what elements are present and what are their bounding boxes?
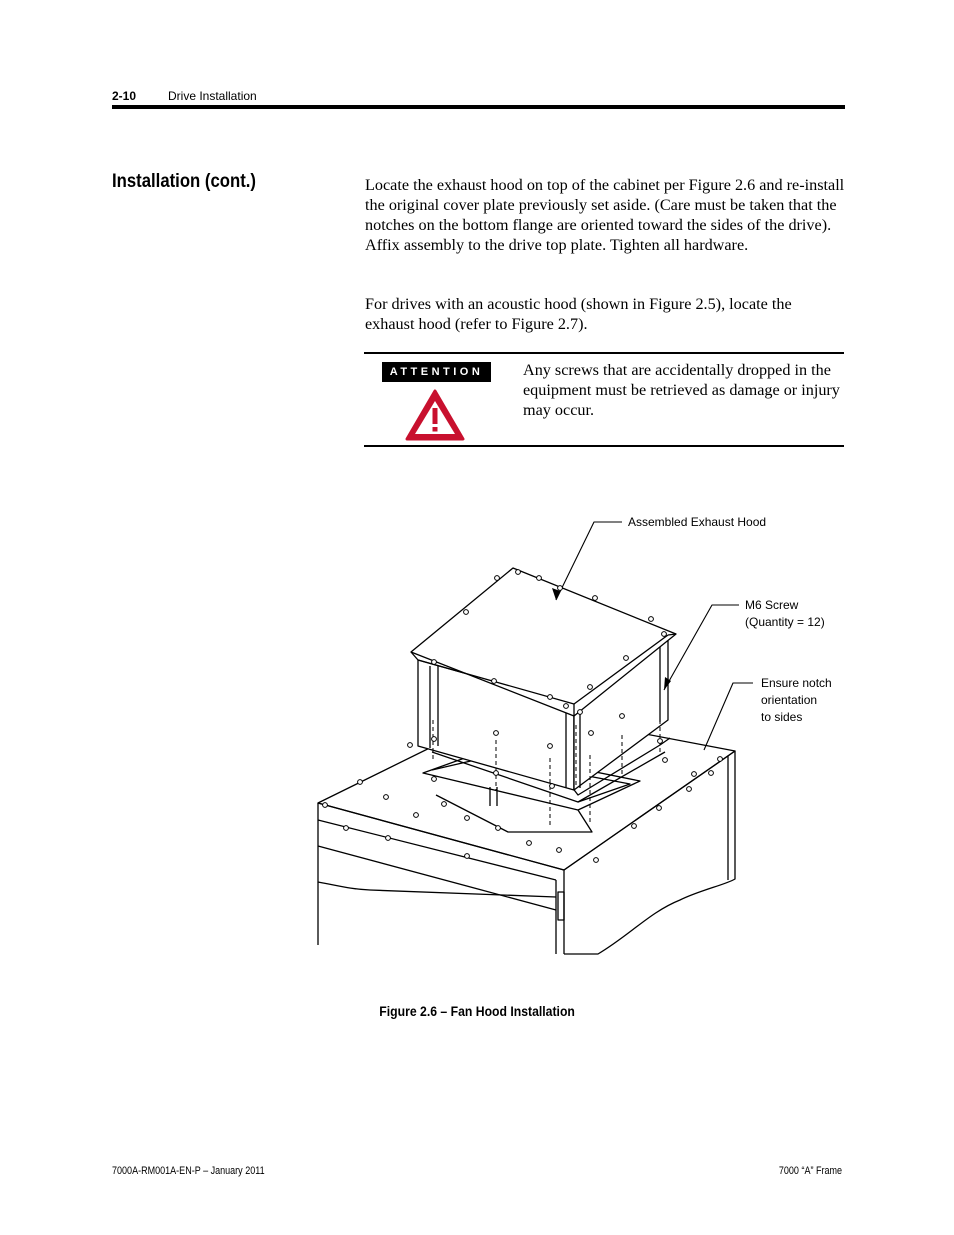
warning-triangle-icon bbox=[404, 388, 466, 442]
callout-assembled-exhaust-hood: Assembled Exhaust Hood bbox=[628, 515, 767, 529]
section-title: Drive Installation bbox=[168, 89, 257, 103]
body-paragraph-2: For drives with an acoustic hood (shown in Figure 2.5), locate the exhaust hood (refer to Figure 2.7). bbox=[365, 295, 792, 333]
figure-caption: Figure 2.6 – Fan Hood Installation bbox=[379, 1003, 575, 1019]
side-heading: Installation (cont.) bbox=[112, 171, 256, 192]
attention-top-rule bbox=[364, 352, 844, 354]
fan-hood-installation-diagram bbox=[300, 500, 860, 970]
footer-product-name: 7000 “A” Frame bbox=[778, 1165, 842, 1177]
body-paragraph-1: Locate the exhaust hood on top of the cabinet per Figure 2.6 and re-install the original cover plate previously set aside. (Care must be taken that the notches on the bottom flange are oriented toward the sides of the drive). Affix assembly to the drive top plate. Tighten all hardware. bbox=[365, 176, 845, 254]
callout-m6-screw: M6 Screw (Quantity = 12) bbox=[745, 598, 825, 629]
attention-badge: ATTENTION bbox=[382, 362, 491, 382]
page-number: 2-10 bbox=[112, 89, 137, 103]
callout-notch-orientation: Ensure notch orientation to sides bbox=[761, 676, 832, 724]
attention-bottom-rule bbox=[364, 445, 844, 447]
header-rule bbox=[112, 105, 845, 109]
footer-document-id: 7000A-RM001A-EN-P – January 2011 bbox=[112, 1165, 265, 1177]
attention-text: Any screws that are accidentally dropped in the equipment must be retrieved as damage or injury may occur. bbox=[523, 361, 840, 419]
